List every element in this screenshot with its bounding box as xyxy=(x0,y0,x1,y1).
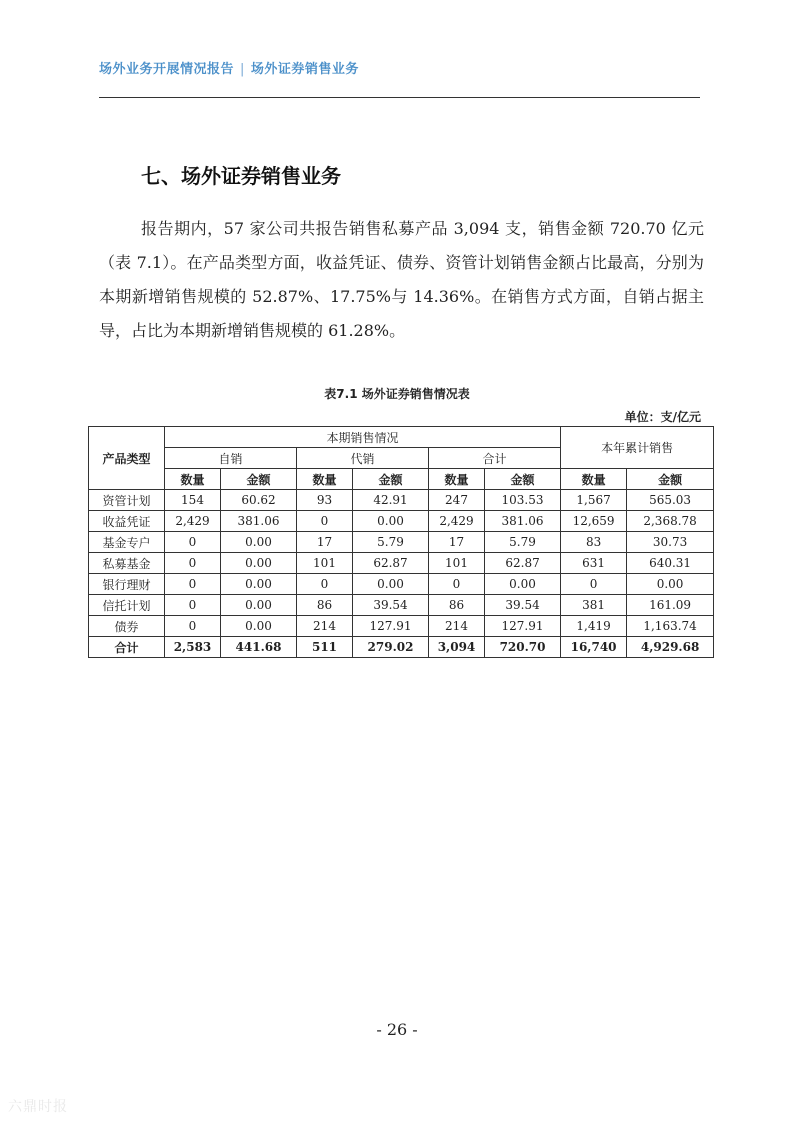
running-header xyxy=(99,58,699,77)
header-quantity: 数量 xyxy=(429,469,485,490)
cell-agency-amt: 127.91 xyxy=(353,616,429,637)
header-quantity: 数量 xyxy=(165,469,221,490)
cell-agency-amt: 62.87 xyxy=(353,553,429,574)
cell-agency-amt: 39.54 xyxy=(353,595,429,616)
cell-self-qty: 0 xyxy=(165,532,221,553)
cell-sum-amt: 720.70 xyxy=(485,637,561,658)
cell-ytd-qty: 16,740 xyxy=(561,637,627,658)
cell-ytd-amt: 161.09 xyxy=(627,595,714,616)
cell-sum-qty: 101 xyxy=(429,553,485,574)
header-separator: | xyxy=(240,62,245,77)
cell-type: 债券 xyxy=(89,616,165,637)
cell-sum-amt: 0.00 xyxy=(485,574,561,595)
header-self-sale: 自销 xyxy=(165,448,297,469)
cell-sum-qty: 2,429 xyxy=(429,511,485,532)
header-ytd: 本年累计销售 xyxy=(561,427,714,469)
cell-type: 资管计划 xyxy=(89,490,165,511)
header-amount: 金额 xyxy=(627,469,714,490)
cell-self-qty: 2,583 xyxy=(165,637,221,658)
cell-agency-amt: 5.79 xyxy=(353,532,429,553)
cell-self-qty: 0 xyxy=(165,595,221,616)
cell-type: 基金专户 xyxy=(89,532,165,553)
body-paragraph: 报告期内，57 家公司共报告销售私募产品 3,094 支，销售金额 720.70 亿元（表 7.1）。在产品类型方面，收益凭证、债券、资管计划销售金额占比最高，分别为本期新增销售规模的 52.87%、17.75%与 14.36%。在销售方式方面，自销占据主导，占比为本期新增销售规模的 61.28%。 xyxy=(99,219,704,340)
cell-sum-qty: 86 xyxy=(429,595,485,616)
cell-sum-amt: 381.06 xyxy=(485,511,561,532)
cell-agency-qty: 511 xyxy=(297,637,353,658)
table-row xyxy=(89,574,714,595)
cell-sum-amt: 39.54 xyxy=(485,595,561,616)
header-amount: 金额 xyxy=(485,469,561,490)
header-divider xyxy=(99,97,700,98)
cell-agency-amt: 0.00 xyxy=(353,574,429,595)
cell-sum-qty: 17 xyxy=(429,532,485,553)
cell-self-qty: 0 xyxy=(165,553,221,574)
cell-ytd-qty: 0 xyxy=(561,574,627,595)
cell-self-amt: 60.62 xyxy=(221,490,297,511)
cell-agency-qty: 0 xyxy=(297,574,353,595)
cell-ytd-amt: 4,929.68 xyxy=(627,637,714,658)
cell-ytd-amt: 1,163.74 xyxy=(627,616,714,637)
cell-ytd-qty: 12,659 xyxy=(561,511,627,532)
table-row xyxy=(89,511,714,532)
cell-type: 银行理财 xyxy=(89,574,165,595)
cell-agency-qty: 0 xyxy=(297,511,353,532)
cell-self-qty: 0 xyxy=(165,574,221,595)
cell-agency-qty: 86 xyxy=(297,595,353,616)
cell-self-amt: 0.00 xyxy=(221,616,297,637)
cell-ytd-amt: 0.00 xyxy=(627,574,714,595)
cell-agency-amt: 279.02 xyxy=(353,637,429,658)
header-quantity: 数量 xyxy=(561,469,627,490)
header-subtotal: 合计 xyxy=(429,448,561,469)
table-row xyxy=(89,616,714,637)
section-title: 七、场外证券销售业务 xyxy=(141,164,341,188)
cell-self-amt: 0.00 xyxy=(221,553,297,574)
cell-self-amt: 0.00 xyxy=(221,532,297,553)
cell-type: 信托计划 xyxy=(89,595,165,616)
cell-sum-qty: 3,094 xyxy=(429,637,485,658)
cell-sum-amt: 103.53 xyxy=(485,490,561,511)
cell-sum-amt: 127.91 xyxy=(485,616,561,637)
cell-agency-qty: 17 xyxy=(297,532,353,553)
cell-ytd-qty: 1,567 xyxy=(561,490,627,511)
watermark-logo xyxy=(8,1096,68,1116)
cell-ytd-amt: 2,368.78 xyxy=(627,511,714,532)
cell-ytd-amt: 640.31 xyxy=(627,553,714,574)
cell-ytd-amt: 30.73 xyxy=(627,532,714,553)
cell-sum-qty: 214 xyxy=(429,616,485,637)
table-row xyxy=(89,595,714,616)
total-row xyxy=(89,637,714,658)
cell-sum-amt: 5.79 xyxy=(485,532,561,553)
cell-self-qty: 154 xyxy=(165,490,221,511)
table-row xyxy=(89,490,714,511)
cell-agency-amt: 0.00 xyxy=(353,511,429,532)
cell-agency-qty: 214 xyxy=(297,616,353,637)
header-section-name: 场外证券销售业务 xyxy=(250,62,359,77)
cell-agency-qty: 101 xyxy=(297,553,353,574)
header-current-period: 本期销售情况 xyxy=(165,427,561,448)
cell-self-qty: 2,429 xyxy=(165,511,221,532)
cell-ytd-qty: 631 xyxy=(561,553,627,574)
cell-sum-qty: 0 xyxy=(429,574,485,595)
table-row xyxy=(89,553,714,574)
header-amount: 金额 xyxy=(353,469,429,490)
table-caption: 表7.1 场外证券销售情况表 xyxy=(324,387,470,401)
cell-ytd-qty: 83 xyxy=(561,532,627,553)
page-number: - 26 - xyxy=(376,1020,418,1039)
cell-agency-qty: 93 xyxy=(297,490,353,511)
header-amount: 金额 xyxy=(221,469,297,490)
cell-type: 收益凭证 xyxy=(89,511,165,532)
cell-self-qty: 0 xyxy=(165,616,221,637)
cell-self-amt: 381.06 xyxy=(221,511,297,532)
cell-type: 合计 xyxy=(89,637,165,658)
table-row xyxy=(89,532,714,553)
cell-sum-qty: 247 xyxy=(429,490,485,511)
cell-agency-amt: 42.91 xyxy=(353,490,429,511)
cell-ytd-amt: 565.03 xyxy=(627,490,714,511)
cell-self-amt: 0.00 xyxy=(221,574,297,595)
sales-table xyxy=(88,426,714,658)
header-agency-sale: 代销 xyxy=(297,448,429,469)
cell-self-amt: 441.68 xyxy=(221,637,297,658)
cell-sum-amt: 62.87 xyxy=(485,553,561,574)
header-product-type: 产品类型 xyxy=(89,427,165,490)
cell-ytd-qty: 1,419 xyxy=(561,616,627,637)
cell-ytd-qty: 381 xyxy=(561,595,627,616)
report-title: 场外业务开展情况报告 xyxy=(99,62,235,77)
cell-self-amt: 0.00 xyxy=(221,595,297,616)
header-quantity: 数量 xyxy=(297,469,353,490)
table-unit: 单位：支/亿元 xyxy=(624,410,701,424)
cell-type: 私募基金 xyxy=(89,553,165,574)
watermark-text: 六鼎时报 xyxy=(8,1099,68,1115)
